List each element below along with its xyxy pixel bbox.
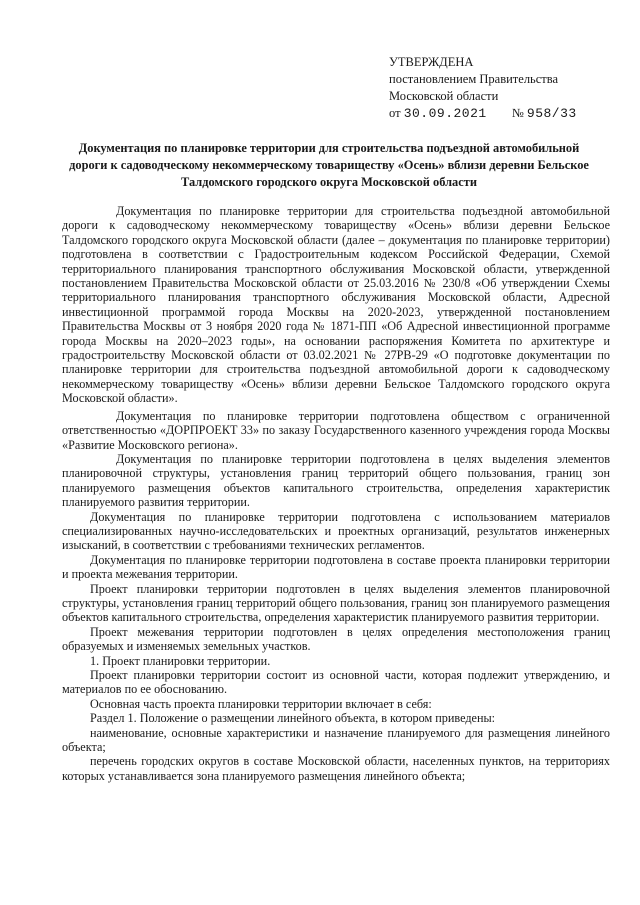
approval-heading: УТВЕРЖДЕНА bbox=[389, 55, 474, 69]
paragraph: Проект межевания территории подготовлен в целях определения местоположения границ образуемых и изменяемых земельных участков. bbox=[62, 624, 610, 654]
approval-number: 958/33 bbox=[526, 106, 577, 121]
number-prefix: № bbox=[511, 106, 524, 120]
paragraph: Основная часть проекта планировки территории включает в себя: bbox=[90, 696, 432, 711]
paragraph: наименование, основные характеристики и назначение планируемого для размещения линейного объекта; bbox=[62, 725, 610, 755]
approval-line-2: Московской области bbox=[389, 89, 499, 103]
approval-date-line bbox=[389, 105, 577, 122]
document-title: Документация по планировке территории для строительства подъездной автомобильной дороги к садоводческому некоммерческому товариществу «Осень» вблизи деревни Бельское Талдомского городского округа Московской области bbox=[69, 141, 589, 189]
approval-date: 30.09.2021 bbox=[403, 106, 487, 121]
paragraph: 1. Проект планировки территории. bbox=[90, 653, 271, 668]
paragraph: Документация по планировке территории подготовлена в составе проекта планировки территории и проекта межевания территории. bbox=[62, 552, 610, 582]
paragraph: Документация по планировке территории подготовлена обществом с ограниченной ответственностью «ДОРПРОЕКТ 33» по заказу Государственного казенного учреждения города Москвы «Развитие Московского региона». bbox=[62, 408, 610, 452]
approval-stamp bbox=[389, 54, 577, 122]
paragraph: Документация по планировке территории подготовлена в целях выделения элементов планировочной структуры, установления границ территорий общего пользования, границ зон планируемого размещения объектов капитального строительства, определения характеристик планируемого развития территории. bbox=[62, 451, 610, 510]
date-prefix: от bbox=[389, 106, 401, 120]
paragraph: перечень городских округов в составе Московской области, населенных пунктов, на территориях которых устанавливается зона планируемого размещения линейного объекта; bbox=[62, 754, 610, 783]
paragraph: Документация по планировке территории для строительства подъездной автомобильной дороги к садоводческому некоммерческому товариществу «Осень» вблизи деревни Бельское Талдомского городского округа Московской области (далее – документация по планировке территории) подготовлена в соответствии с Градостроительным кодексом Российской Федерации, Схемой территориального планирования транспортного обслуживания Московской области, утвержденной постановлением Правительства Московской области от 25.03.2016 № 230/8 «Об утверждении Схемы территориального планирования транспортного обслуживания Московской области, Адресной инвестиционной программой города Москвы на 2020-2023, утвержденной постановлением Правительства Москвы от 3 ноября 2020 года № 1871-ПП «Об Адресной инвестиционной программе города Москвы на 2020–2023 годы», на основании распоряжения Комитета по архитектуре и градостроительству Московской области от 03.02.2021 № 27РВ-29 «О подготовке документации по планировке территории для строительства подъездной автомобильной дороги к садоводческому некоммерческому товариществу «Осень» вблизи деревни Бельское Талдомского городского округа Московской области». bbox=[62, 204, 610, 406]
paragraph: Документация по планировке территории подготовлена с использованием материалов специализированных научно-исследовательских и проектных организаций, результатов инженерных изысканий, в соответствии с требованиями технических регламентов. bbox=[62, 509, 610, 553]
paragraph: Проект планировки территории состоит из основной части, которая подлежит утверждению, и материалов по ее обоснованию. bbox=[62, 668, 610, 697]
paragraph: Раздел 1. Положение о размещении линейного объекта, в котором приведены: bbox=[90, 711, 496, 726]
paragraph: Проект планировки территории подготовлен в целях выделения элементов планировочной структуры, установления границ территорий общего пользования, границ зон планируемого размещения объектов капитального строительства, определения характеристик планируемого развития территории. bbox=[62, 581, 610, 625]
approval-line-1: постановлением Правительства bbox=[389, 72, 559, 86]
document-body bbox=[62, 204, 610, 783]
